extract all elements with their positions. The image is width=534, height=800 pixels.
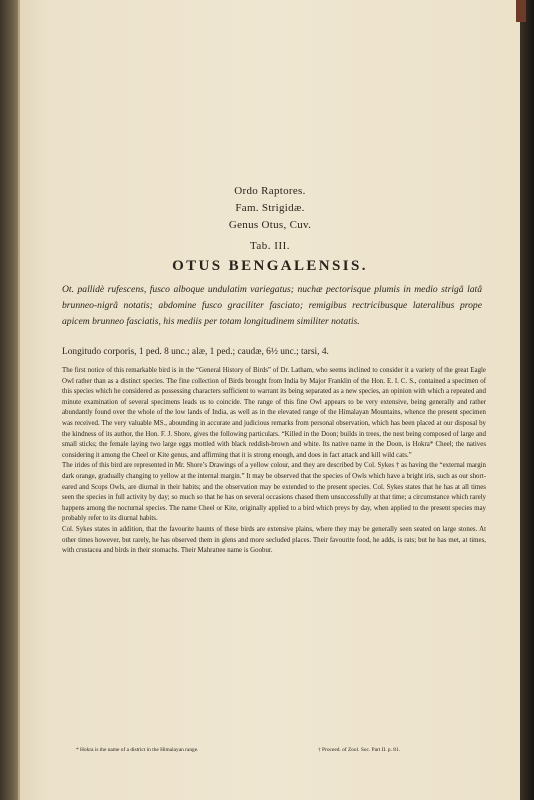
corner-tab <box>516 0 526 22</box>
paragraph: Col. Sykes states in addition, that the favourite haunts of these birds are extensive plains, where they may be generally seen seated on large stones. At other times however, but rarely, he has observed them in glens and more secluded places. Their favourite food, he adds, is rats; but he has met, at times, with crustacea and birds in their stomachs. Their Mahrattee name is Goobur. <box>62 525 486 555</box>
book-page <box>20 0 520 800</box>
main-text <box>62 366 486 557</box>
measurements: Longitudo corporis, 1 ped. 8 unc.; alæ, 1 ped.; caudæ, 6½ unc.; tarsi, 4. <box>62 347 329 357</box>
footnote-hokra: * Hokra is the name of a district in the Himalayan range. <box>76 747 199 753</box>
family-line: Fam. Strigidæ. <box>235 202 305 214</box>
genus-line: Genus Otus, Cuv. <box>228 219 312 231</box>
ordo-line: Ordo Raptores. <box>234 185 306 197</box>
footnote-proceedings: † Proceed. of Zool. Soc. Part II. p. 81. <box>318 747 401 753</box>
paragraph: The irides of this bird are represented in Mr. Shore’s Drawings of a yellow colour, and they are described by Col. Sykes † as having the “external margin dark orange, gradually changing to yellow at the internal margin.” It may be observed that the species of Owls which have a bright iris, such as our short-eared and Scops Owls, are diurnal in their habits; and the observation may be extended to the present species. Col. Sykes states that he has at all times seen the species in full activity by day; so much so that he has on several occasions chased them unsuccessfully at that time; a circumstance which rarely happens among the nocturnal species. The name Cheel or Kite, originally applied to a bird which preys by day, when applied to the present species may probably refer to its diurnal habits. <box>62 462 486 523</box>
paragraph: The first notice of this remarkable bird is in the “General History of Birds” of Dr. Latham, who seems inclined to consider it a variety of the great Eagle Owl rather than as a distinct species. The fine collection of Birds brought from India by Major Franklin of the Hon. E. I. C. S., contained a specimen of this species which he considered as possessing characters sufficient to warrant its being separated as a new species, an opinion with which a repeated and minute examination of several specimens leads us to coincide. The range of this fine Owl appears to be very extensive, being generally and rather abundantly found over the whole of the low lands of India, as well as in the elevated range of the Himalayan Mountains, whence the present specimen was received. The very valuable MS., abounding in accurate and judicious remarks from personal observation, which has been placed at our disposal by the kindness of its author, the Hon. F. J. Shore, gives the following particulars. “Killed in the Doon; builds in trees, the nest being composed of large and small sticks; the female laying two large eggs mottled with black reddish-brown and white. Its native name in the Doon, is Hokra* Cheel; the natives considering it among the Cheel or Kite genus, and affirming that it is strong enough, and does in fact attack and kill wild cats.” <box>62 367 486 459</box>
plate-number: Tab. III. <box>249 240 291 252</box>
species-title: OTUS BENGALENSIS. <box>172 258 368 274</box>
page-right-edge <box>520 0 534 800</box>
book-spine <box>0 0 18 800</box>
classification-header <box>20 183 520 234</box>
latin-diagnosis: Ot. pallidè rufescens, fusco alboque undulatim variegatus; nuchæ pectorisque plumis in medio strigâ latâ brunneo-nigrâ notatis; abdomine fusco graciliter fasciato; remigibus rectricibusque lateralibus prope apicem brunneo fasciatis, his mediis per totam longitudinem similiter notatis. <box>62 284 482 327</box>
